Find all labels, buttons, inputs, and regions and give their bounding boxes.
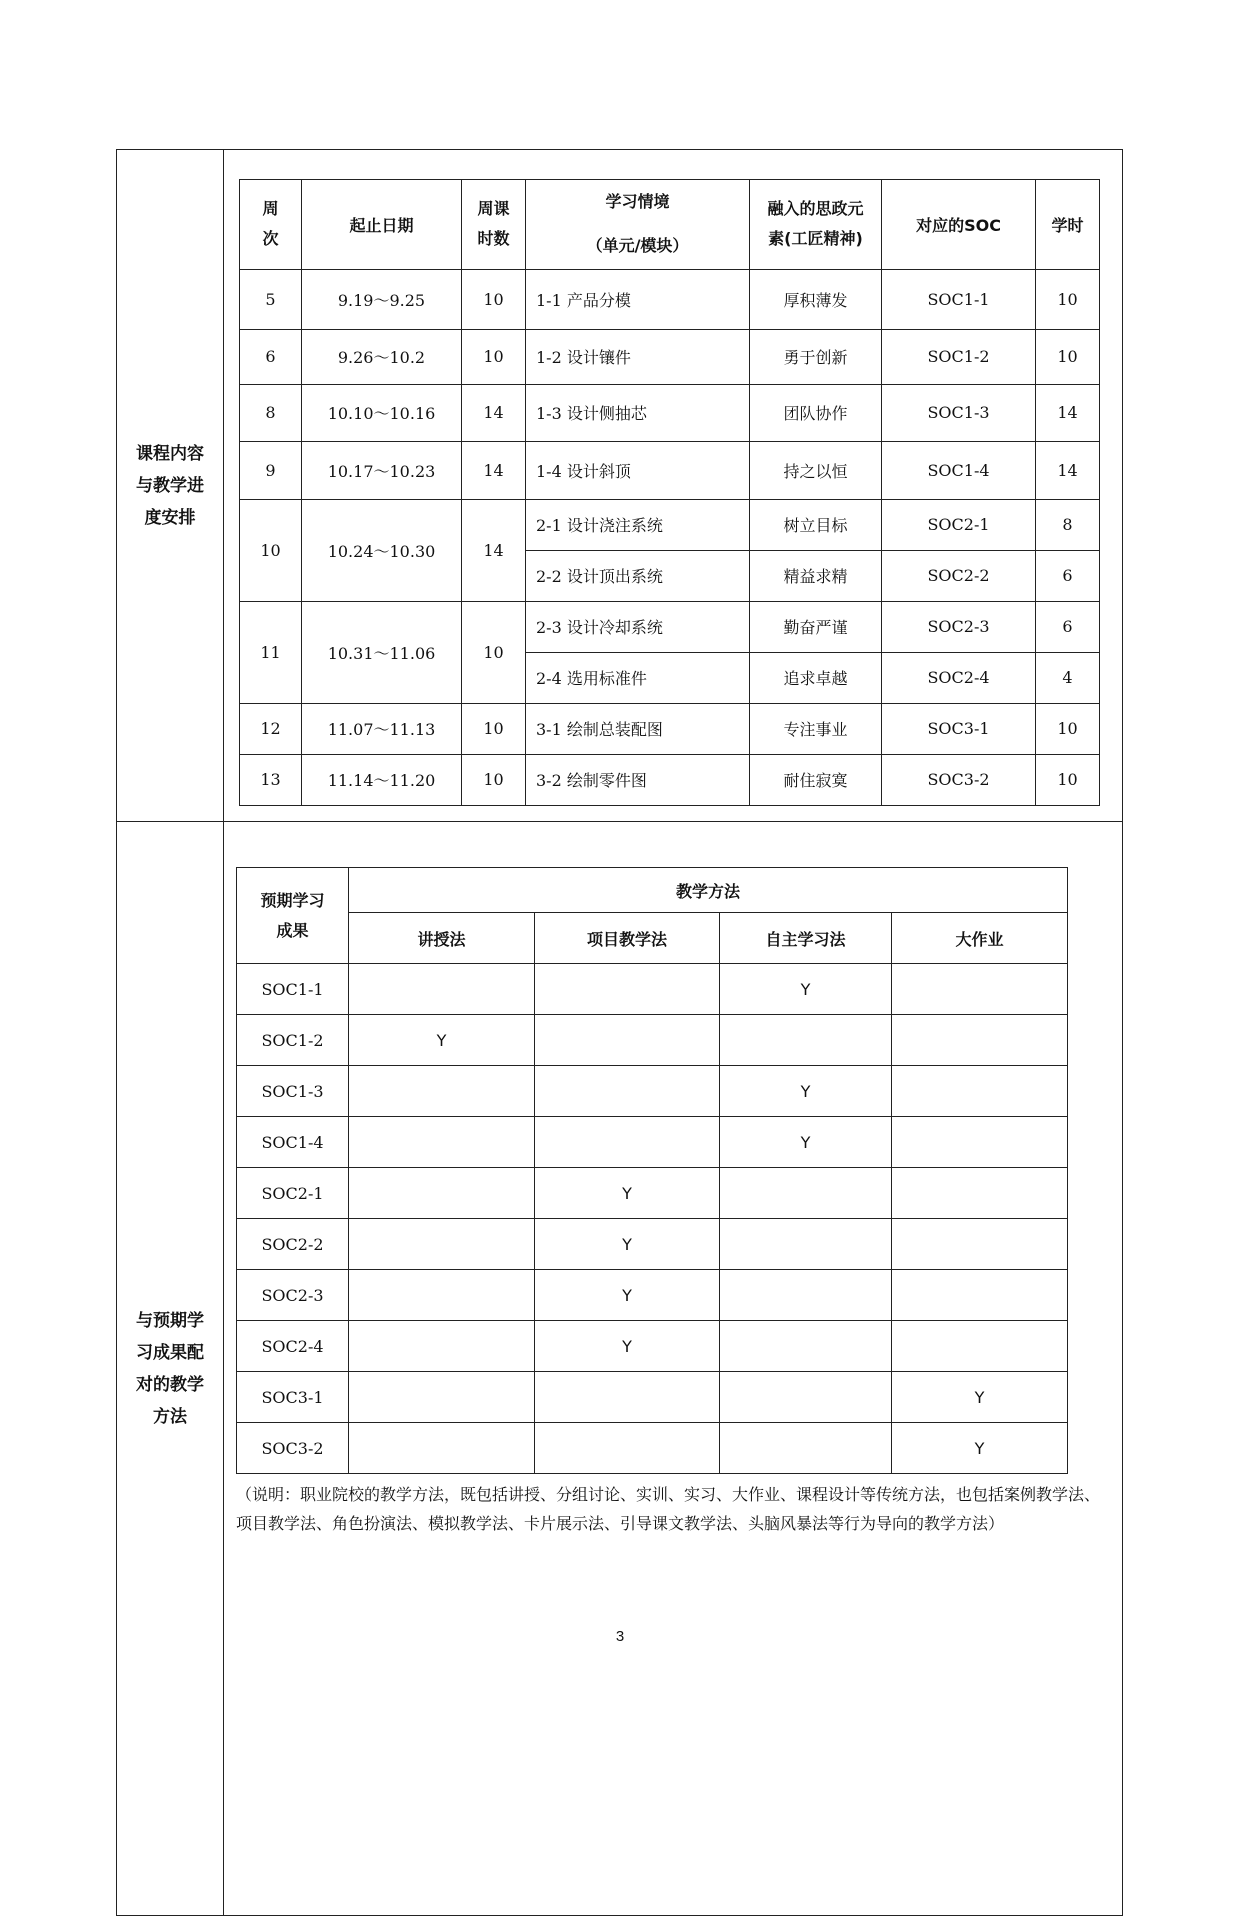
header-dates: 起止日期 — [302, 179, 462, 269]
header-soc: 对应的SOC — [882, 179, 1036, 269]
header-hours: 学时 — [1036, 179, 1100, 269]
label-line: 课程内容 — [136, 443, 204, 464]
page-number: 3 — [615, 1628, 625, 1645]
section1-content — [224, 150, 1123, 822]
table-row: SOC1-3 Y — [237, 1066, 1068, 1117]
header-ideology: 融入的思政元 素(工匠精神) — [750, 179, 882, 269]
table-row: 9 10.17～10.23 14 1-4 设计斜顶 持之以恒 SOC1-4 14 — [240, 441, 1100, 499]
section2-content — [224, 822, 1123, 1916]
method-note: （说明：职业院校的教学方法，既包括讲授、分组讨论、实训、实习、大作业、课程设计等传统方法，也包括案例教学法、项目教学法、角色扮演法、模拟教学法、卡片展示法、引导课文教学法、头脑风暴法等行为导向的教学方法） — [236, 1485, 1101, 1533]
schedule-table — [239, 179, 1100, 806]
section1-label — [117, 150, 224, 822]
label-line: 方法 — [153, 1406, 187, 1427]
header-self-study: 自主学习法 — [720, 913, 892, 964]
header-outcome: 预期学习 成果 — [237, 868, 349, 964]
header-situation: 学习情境 （单元/模块） — [526, 179, 750, 269]
label-line: 与预期学 — [136, 1310, 204, 1331]
table-row: SOC2-1 Y — [237, 1168, 1068, 1219]
table-row: SOC1-2 Y — [237, 1015, 1068, 1066]
table-row: 13 11.14～11.20 10 3-2 绘制零件图 耐住寂寞 SOC3-2 10 — [240, 754, 1100, 805]
label-line: 对的教学 — [136, 1374, 204, 1395]
table-row: 2-2 设计顶出系统 精益求精 SOC2-2 6 — [240, 550, 1100, 601]
table-row: 6 9.26～10.2 10 1-2 设计镶件 勇于创新 SOC1-2 10 — [240, 329, 1100, 384]
table-row: 8 10.10～10.16 14 1-3 设计侧抽芯 团队协作 SOC1-3 14 — [240, 384, 1100, 441]
methods-table — [236, 867, 1068, 1474]
outer-frame — [116, 149, 1123, 1916]
label-line: 习成果配 — [136, 1342, 204, 1363]
table-row: SOC2-4 Y — [237, 1321, 1068, 1372]
label-line: 与教学进 — [136, 475, 204, 496]
header-assignment: 大作业 — [892, 913, 1068, 964]
header-week: 周 次 — [240, 179, 302, 269]
table-row: SOC3-1 Y — [237, 1372, 1068, 1423]
table-row: SOC1-1 Y — [237, 964, 1068, 1015]
table-row: 10 10.24～10.30 14 2-1 设计浇注系统 树立目标 SOC2-1 8 — [240, 499, 1100, 550]
label-line: 度安排 — [144, 507, 196, 528]
header-project: 项目教学法 — [535, 913, 720, 964]
table-row: SOC1-4 Y — [237, 1117, 1068, 1168]
header-methods: 教学方法 — [349, 868, 1068, 913]
table-row: 12 11.07～11.13 10 3-1 绘制总装配图 专注事业 SOC3-1 10 — [240, 703, 1100, 754]
table-row: 2-4 选用标准件 追求卓越 SOC2-4 4 — [240, 652, 1100, 703]
table-row: SOC3-2 Y — [237, 1423, 1068, 1474]
table-row: SOC2-3 Y — [237, 1270, 1068, 1321]
header-weekly-hours: 周课 时数 — [462, 179, 526, 269]
table-row: SOC2-2 Y — [237, 1219, 1068, 1270]
table-row: 11 10.31～11.06 10 2-3 设计冷却系统 勤奋严谨 SOC2-3 6 — [240, 601, 1100, 652]
header-lecture: 讲授法 — [349, 913, 535, 964]
table-row: 5 9.19～9.25 10 1-1 产品分模 厚积薄发 SOC1-1 10 — [240, 269, 1100, 329]
section2-label — [117, 822, 224, 1916]
